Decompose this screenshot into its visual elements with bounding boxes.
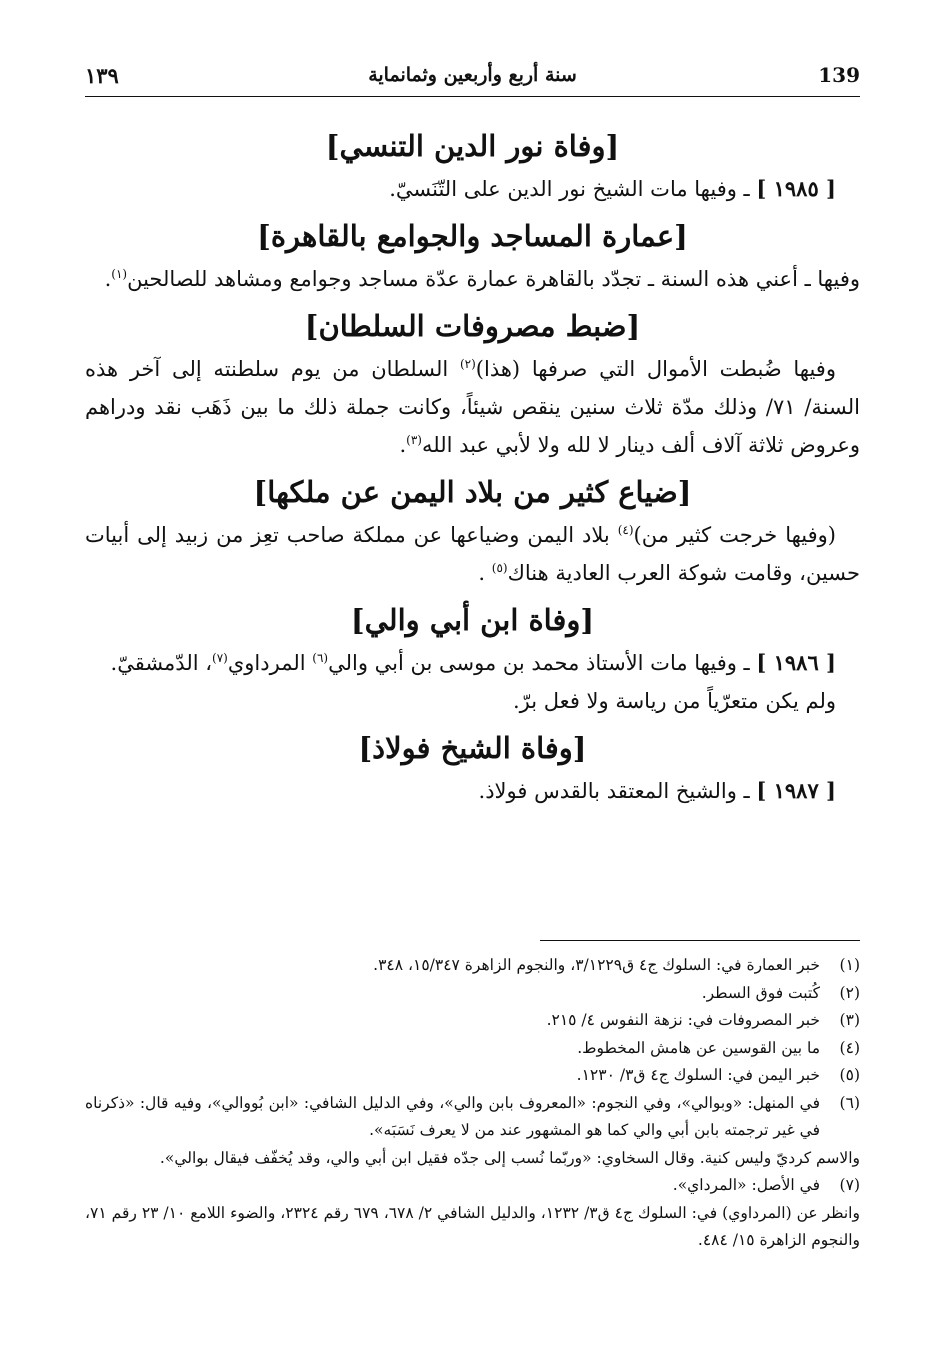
paragraph-text: ـ وفيها مات الشيخ نور الدين على التّنَسيّ. <box>389 177 757 201</box>
footnote-ref[interactable]: (٢) <box>459 357 476 371</box>
paragraph-text: وفيها ـ أعني هذه السنة ـ تجدّد بالقاهرة عمارة عدّة مساجد وجوامع ومشاهد للصالحين <box>127 267 860 291</box>
paragraph-text: . <box>104 267 112 291</box>
footnotes <box>85 952 860 1255</box>
paragraph-text: بلاد اليمن وضياعها عن مملكة صاحب تعِز من زبيد إلى أبيات حسين، وقامت شوكة العرب العادية هناك <box>85 523 860 585</box>
entry-number: [ ١٩٨٧ ] <box>756 778 836 803</box>
main-text <box>85 118 860 810</box>
footnote-text: خبر اليمن في: السلوك ج٤ ق٣/ ١٢٣٠. <box>576 1066 820 1084</box>
footnote-number: (٤) <box>839 1038 860 1057</box>
page-header <box>85 60 860 97</box>
footnote-text: في المنهل: «وبوالي»، وفي النجوم: «المعروف بابن والي»، وفي الدليل الشافي: «ابن بُووالي»، وفيه قال: «ذكرناه في غير ترجمته بابن أبي والي كما هو المشهور عند من لا يعرف نَسَبَه». <box>85 1093 820 1139</box>
paragraph <box>85 170 860 208</box>
paragraph <box>85 260 860 298</box>
footnote-text: خبر العمارة في: السلوك ج٤ ق٣/١٢٢٩، والنجوم الزاهرة ١٥/٣٤٧، ٣٤٨. <box>373 956 820 974</box>
paragraph <box>85 516 860 592</box>
paragraph-text: المرداوي <box>227 651 313 675</box>
entry-number: [ ١٩٨٥ ] <box>756 176 836 201</box>
footnote <box>85 1062 860 1090</box>
footnote-separator <box>540 940 860 941</box>
footnote-number: (٣) <box>839 1011 860 1029</box>
footnote <box>85 1007 860 1035</box>
paragraph <box>85 772 860 810</box>
footnote-number: (٥) <box>839 1066 860 1084</box>
footnote-number: (٢) <box>839 983 860 1002</box>
footnote-number: (١) <box>839 956 860 974</box>
footnote <box>85 952 860 980</box>
page-number-arabic: ١٣٩ <box>85 63 119 88</box>
footnote <box>85 980 860 1008</box>
paragraph-text: ـ والشيخ المعتقد بالقدس فولاذ. <box>478 779 757 803</box>
footnote <box>85 1035 860 1063</box>
footnote-ref[interactable]: (٧) <box>212 651 228 665</box>
footnote-number: (٧) <box>839 1176 860 1194</box>
footnote-text: كُتبت فوق السطر. <box>701 983 820 1002</box>
footnote-ref[interactable]: (٥) <box>491 561 508 575</box>
paragraph <box>85 350 860 464</box>
entry-number: [ ١٩٨٦ ] <box>756 650 836 675</box>
section-title: [وفاة ابن أبي والي] <box>350 603 595 637</box>
paragraph-text: ولم يكن متعرّياً من رياسة ولا فعل برّ. <box>513 689 836 713</box>
footnote-ref[interactable]: (٣) <box>406 433 422 447</box>
footnote-text: خبر المصروفات في: نزهة النفوس ٤/ ٢١٥. <box>546 1011 820 1029</box>
footnote-ref[interactable]: (٤) <box>617 523 634 537</box>
paragraph-text: ، الدّمشقيّ. <box>110 651 213 675</box>
paragraph-text: . <box>399 433 407 457</box>
paragraph <box>85 682 860 720</box>
footnote-ref[interactable]: (٦) <box>312 651 329 665</box>
paragraph <box>85 644 860 682</box>
paragraph-text: وفيها ضُبطت الأموال التي صرفها (هذا) <box>475 357 836 381</box>
footnote-continuation: وانظر عن (المرداوي) في: السلوك ج٤ ق٣/ ١٢٣٢، والدليل الشافي ٢/ ٦٧٨، ٦٧٩ رقم ٢٣٢٤، والضوء اللامع ١٠/ ٢٣ رقم ٧١، والنجوم الزاهرة ١٥/ ٤٨٤. <box>85 1203 860 1249</box>
paragraph-text: ـ وفيها مات الأستاذ محمد بن موسى بن أبي والي <box>328 651 757 675</box>
footnote-text: ما بين القوسين عن هامش المخطوط. <box>577 1038 820 1057</box>
footnote-text: في الأصل: «المرداي». <box>672 1176 820 1194</box>
paragraph-text: (وفيها خرجت كثير من) <box>633 523 836 547</box>
section-title: [ضياع كثير من بلاد اليمن عن ملكها] <box>253 475 692 509</box>
paragraph-text: . <box>478 561 492 585</box>
footnote <box>85 1172 860 1200</box>
section-title: [عمارة المساجد والجوامع بالقاهرة] <box>257 219 688 253</box>
paragraph-text: السلطان من يوم سلطنته إلى آخر هذه السنة/ ٧١/ وذلك مدّة ثلاث سنين ينقص شيئاً، وكانت جملة ذلك ما بين ذَهَب نقد ودراهم وعروض ثلاثة آلاف ألف دينار لا لله ولا لأبي عبد الله <box>85 357 860 457</box>
footnote-number: (٦) <box>839 1093 860 1112</box>
footnote-continuation: والاسم كرديّ وليس كنية. وقال السخاوي: «وربّما نُسب إلى جدّه فقيل ابن أبي والي، وقد يُخفّف فيقال بوالي». <box>159 1148 860 1167</box>
running-title: سنة أربع وأربعين وثمانماية <box>368 64 577 86</box>
footnote <box>85 1090 860 1145</box>
section-title: [وفاة نور الدين التنسي] <box>325 129 620 163</box>
footnote-ref[interactable]: (١) <box>111 267 128 281</box>
section-title: [وفاة الشيخ فولاذ] <box>358 731 587 765</box>
page-number-latin: 139 <box>818 63 860 87</box>
section-title: [ضبط مصروفات السلطان] <box>304 309 641 343</box>
